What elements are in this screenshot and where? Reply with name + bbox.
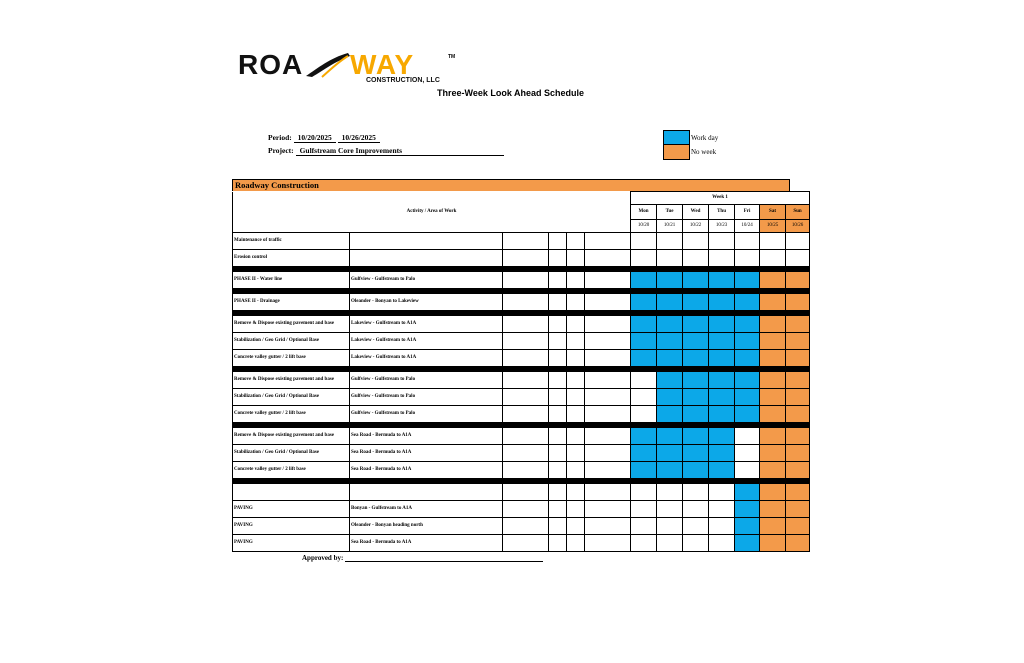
day-cell-sat	[760, 462, 786, 479]
day-cell-thu	[709, 250, 735, 267]
day-cell-tue	[657, 484, 683, 501]
day-header-sat: Sat	[760, 205, 786, 220]
day-cell-fri	[735, 294, 760, 311]
day-cell-fri	[735, 535, 760, 552]
day-cell-fri	[735, 389, 760, 406]
blank-cell	[585, 316, 631, 333]
day-cell-wed	[683, 272, 709, 289]
blank-cell	[503, 428, 549, 445]
day-cell-sun	[786, 250, 810, 267]
blank-cell	[585, 250, 631, 267]
activity-header: Activity / Area of Work	[233, 192, 631, 233]
period-label: Period:	[268, 133, 292, 142]
blank-cell	[503, 535, 549, 552]
area-cell: Oleander - Bonyan heading north	[350, 518, 503, 535]
day-cell-fri	[735, 518, 760, 535]
blank-cell	[567, 484, 585, 501]
day-cell-thu	[709, 406, 735, 423]
schedule-row	[233, 350, 810, 367]
day-cell-sat	[760, 233, 786, 250]
activity-cell: PHASE II - Water line	[233, 272, 350, 289]
day-cell-tue	[657, 233, 683, 250]
day-cell-tue	[657, 445, 683, 462]
date-header: 10/20	[631, 220, 657, 233]
blank-cell	[585, 501, 631, 518]
day-cell-sun	[786, 350, 810, 367]
blank-cell	[585, 294, 631, 311]
blank-cell	[585, 535, 631, 552]
day-cell-thu	[709, 518, 735, 535]
day-header-wed: Wed	[683, 205, 709, 220]
date-header: 10/26	[786, 220, 810, 233]
day-cell-tue	[657, 501, 683, 518]
day-cell-sat	[760, 445, 786, 462]
day-cell-fri	[735, 462, 760, 479]
blank-cell	[585, 389, 631, 406]
schedule-row	[233, 462, 810, 479]
blank-cell	[549, 233, 567, 250]
day-cell-tue	[657, 518, 683, 535]
day-cell-sat	[760, 535, 786, 552]
day-cell-fri	[735, 428, 760, 445]
blank-cell	[585, 333, 631, 350]
schedule-row	[233, 233, 810, 250]
day-cell-thu	[709, 389, 735, 406]
date-header: 10/22	[683, 220, 709, 233]
date-header: 10/21	[657, 220, 683, 233]
activity-cell: Concrete valley gutter / 2 lift base	[233, 406, 350, 423]
day-cell-sat	[760, 316, 786, 333]
area-cell	[350, 484, 503, 501]
blank-cell	[549, 272, 567, 289]
area-cell: Lakeview - Gulfstream to A1A	[350, 333, 503, 350]
activity-cell: PAVING	[233, 518, 350, 535]
blank-cell	[549, 389, 567, 406]
area-cell: Sea Road - Bermuda to A1A	[350, 428, 503, 445]
day-cell-sun	[786, 501, 810, 518]
day-header-sun: Sun	[786, 205, 810, 220]
day-cell-fri	[735, 233, 760, 250]
activity-cell: Remove & Dispose existing pavement and base	[233, 372, 350, 389]
area-cell: Lakeview - Gulfstream to A1A	[350, 316, 503, 333]
blank-cell	[503, 501, 549, 518]
day-cell-thu	[709, 501, 735, 518]
schedule-row	[233, 372, 810, 389]
blank-cell	[585, 445, 631, 462]
period-end: 10/26/2025	[338, 133, 380, 143]
day-cell-fri	[735, 250, 760, 267]
legend-noweek-label: No week	[691, 148, 717, 156]
project-label: Project:	[268, 146, 294, 155]
blank-cell	[585, 462, 631, 479]
day-cell-sun	[786, 445, 810, 462]
day-cell-fri	[735, 501, 760, 518]
day-cell-sun	[786, 272, 810, 289]
day-cell-wed	[683, 445, 709, 462]
day-cell-thu	[709, 462, 735, 479]
day-cell-sun	[786, 428, 810, 445]
day-cell-sat	[760, 484, 786, 501]
day-header-tue: Tue	[657, 205, 683, 220]
day-cell-mon	[631, 333, 657, 350]
blank-cell	[567, 294, 585, 311]
blank-cell	[503, 250, 549, 267]
day-cell-sun	[786, 316, 810, 333]
blank-cell	[549, 372, 567, 389]
activity-cell: Concrete valley gutter / 2 lift base	[233, 462, 350, 479]
blank-cell	[503, 484, 549, 501]
blank-cell	[585, 233, 631, 250]
day-cell-fri	[735, 406, 760, 423]
day-cell-mon	[631, 518, 657, 535]
day-cell-thu	[709, 535, 735, 552]
schedule-row	[233, 428, 810, 445]
day-cell-thu	[709, 233, 735, 250]
day-cell-thu	[709, 372, 735, 389]
blank-cell	[567, 428, 585, 445]
day-cell-wed	[683, 316, 709, 333]
blank-cell	[503, 445, 549, 462]
blank-cell	[503, 462, 549, 479]
day-cell-sat	[760, 272, 786, 289]
approved-label: Approved by:	[302, 554, 344, 562]
blank-cell	[567, 445, 585, 462]
activity-cell: PAVING	[233, 501, 350, 518]
day-header-thu: Thu	[709, 205, 735, 220]
day-cell-fri	[735, 316, 760, 333]
day-cell-wed	[683, 428, 709, 445]
day-cell-tue	[657, 272, 683, 289]
day-cell-mon	[631, 350, 657, 367]
legend-workday-label: Work day	[691, 134, 719, 142]
blank-cell	[567, 250, 585, 267]
activity-cell: Stabilization / Geo Grid / Optional Base	[233, 333, 350, 350]
blank-cell	[549, 316, 567, 333]
blank-cell	[503, 272, 549, 289]
day-cell-sun	[786, 233, 810, 250]
day-cell-thu	[709, 272, 735, 289]
day-cell-tue	[657, 294, 683, 311]
activity-cell: Remove & Dispose existing pavement and base	[233, 428, 350, 445]
signature-line[interactable]	[345, 561, 543, 562]
blank-cell	[585, 406, 631, 423]
day-cell-sat	[760, 372, 786, 389]
schedule-row	[233, 316, 810, 333]
day-cell-sat	[760, 428, 786, 445]
day-cell-sun	[786, 406, 810, 423]
svg-text:CONSTRUCTION, LLC: CONSTRUCTION, LLC	[366, 77, 440, 84]
day-cell-tue	[657, 428, 683, 445]
day-cell-thu	[709, 316, 735, 333]
project-line	[268, 146, 504, 156]
blank-cell	[567, 333, 585, 350]
day-cell-wed	[683, 518, 709, 535]
blank-cell	[503, 333, 549, 350]
day-cell-sun	[786, 518, 810, 535]
blank-cell	[503, 316, 549, 333]
project-name: Gulfstream Core Improvements	[296, 146, 504, 156]
day-cell-thu	[709, 333, 735, 350]
day-cell-mon	[631, 501, 657, 518]
day-cell-mon	[631, 428, 657, 445]
area-cell: Oleander - Bonyan to Lakeview	[350, 294, 503, 311]
blank-cell	[585, 518, 631, 535]
blank-cell	[503, 406, 549, 423]
blank-cell	[585, 372, 631, 389]
blank-cell	[567, 372, 585, 389]
day-cell-sat	[760, 389, 786, 406]
day-cell-mon	[631, 233, 657, 250]
legend-noweek-swatch	[663, 144, 690, 160]
day-cell-wed	[683, 535, 709, 552]
blank-cell	[567, 501, 585, 518]
blank-cell	[549, 535, 567, 552]
blank-cell	[549, 462, 567, 479]
blank-cell	[567, 535, 585, 552]
blank-cell	[549, 350, 567, 367]
blank-cell	[585, 272, 631, 289]
day-cell-mon	[631, 372, 657, 389]
day-cell-tue	[657, 316, 683, 333]
day-cell-fri	[735, 484, 760, 501]
day-cell-fri	[735, 272, 760, 289]
day-cell-sat	[760, 350, 786, 367]
area-cell	[350, 250, 503, 267]
schedule-row	[233, 518, 810, 535]
area-cell: Gulfview - Gulfstream to Palo	[350, 389, 503, 406]
area-cell	[350, 233, 503, 250]
blank-cell	[567, 316, 585, 333]
activity-cell: Maintenance of traffic	[233, 233, 350, 250]
activity-cell: Stabilization / Geo Grid / Optional Base	[233, 389, 350, 406]
blank-cell	[567, 518, 585, 535]
day-cell-sun	[786, 294, 810, 311]
day-cell-thu	[709, 428, 735, 445]
blank-cell	[549, 333, 567, 350]
schedule-row	[233, 333, 810, 350]
day-cell-mon	[631, 294, 657, 311]
activity-cell: Stabilization / Geo Grid / Optional Base	[233, 445, 350, 462]
blank-cell	[585, 350, 631, 367]
date-header: 10/24	[735, 220, 760, 233]
blank-cell	[503, 518, 549, 535]
day-cell-fri	[735, 445, 760, 462]
day-cell-fri	[735, 372, 760, 389]
area-cell: Bonyan - Gulfstream to A1A	[350, 501, 503, 518]
blank-cell	[549, 406, 567, 423]
day-cell-wed	[683, 501, 709, 518]
day-cell-thu	[709, 350, 735, 367]
day-cell-fri	[735, 350, 760, 367]
day-cell-fri	[735, 333, 760, 350]
svg-text:ROA: ROA	[238, 50, 304, 80]
day-cell-mon	[631, 389, 657, 406]
day-cell-sat	[760, 333, 786, 350]
day-cell-tue	[657, 389, 683, 406]
day-cell-sat	[760, 294, 786, 311]
activity-cell: Concrete valley gutter / 2 lift base	[233, 350, 350, 367]
schedule-row	[233, 406, 810, 423]
area-cell: Gulfview - Gulfstream to Palo	[350, 372, 503, 389]
day-cell-sat	[760, 250, 786, 267]
schedule-row	[233, 501, 810, 518]
day-cell-thu	[709, 445, 735, 462]
blank-cell	[549, 518, 567, 535]
area-cell: Sea Road - Bermuda to A1A	[350, 445, 503, 462]
day-cell-wed	[683, 350, 709, 367]
blank-cell	[503, 350, 549, 367]
blank-cell	[567, 350, 585, 367]
day-cell-sat	[760, 501, 786, 518]
blank-cell	[549, 428, 567, 445]
day-cell-sun	[786, 535, 810, 552]
roadway-logo	[238, 50, 498, 84]
day-cell-wed	[683, 389, 709, 406]
schedule-row	[233, 535, 810, 552]
day-cell-wed	[683, 406, 709, 423]
blank-cell	[585, 428, 631, 445]
blank-cell	[503, 372, 549, 389]
blank-cell	[567, 389, 585, 406]
company-header: Roadway Construction	[232, 179, 790, 191]
date-header: 10/25	[760, 220, 786, 233]
week-row	[233, 192, 810, 205]
day-cell-wed	[683, 372, 709, 389]
area-cell: Lakeview - Gulfstream to A1A	[350, 350, 503, 367]
day-cell-wed	[683, 294, 709, 311]
period-start: 10/20/2025	[294, 133, 336, 143]
day-cell-mon	[631, 406, 657, 423]
area-cell: Gulfview - Gulfstream to Palo	[350, 272, 503, 289]
day-cell-mon	[631, 445, 657, 462]
area-cell: Sea Road - Bermuda to A1A	[350, 462, 503, 479]
day-cell-tue	[657, 535, 683, 552]
day-cell-sat	[760, 406, 786, 423]
activity-cell: Remove & Dispose existing pavement and base	[233, 316, 350, 333]
blank-cell	[549, 250, 567, 267]
day-cell-sat	[760, 518, 786, 535]
svg-text:WAY: WAY	[350, 50, 415, 80]
approval-line	[302, 554, 543, 562]
day-header-mon: Mon	[631, 205, 657, 220]
activity-cell: PAVING	[233, 535, 350, 552]
day-cell-sun	[786, 372, 810, 389]
blank-cell	[567, 462, 585, 479]
blank-cell	[567, 272, 585, 289]
day-cell-mon	[631, 462, 657, 479]
blank-cell	[503, 233, 549, 250]
day-cell-wed	[683, 233, 709, 250]
schedule-row	[233, 272, 810, 289]
schedule-row	[233, 250, 810, 267]
blank-cell	[503, 294, 549, 311]
day-cell-wed	[683, 462, 709, 479]
date-header: 10/23	[709, 220, 735, 233]
blank-cell	[567, 406, 585, 423]
day-cell-tue	[657, 406, 683, 423]
activity-cell: PHASE II - Drainage	[233, 294, 350, 311]
day-cell-mon	[631, 316, 657, 333]
activity-cell	[233, 484, 350, 501]
schedule-row	[233, 484, 810, 501]
schedule-row	[233, 445, 810, 462]
day-cell-mon	[631, 484, 657, 501]
blank-cell	[549, 484, 567, 501]
day-cell-tue	[657, 350, 683, 367]
day-cell-tue	[657, 333, 683, 350]
blank-cell	[549, 501, 567, 518]
day-cell-thu	[709, 484, 735, 501]
area-cell: Sea Road - Bermuda to A1A	[350, 535, 503, 552]
activity-cell: Erosion control	[233, 250, 350, 267]
blank-cell	[549, 445, 567, 462]
blank-cell	[549, 294, 567, 311]
day-cell-sun	[786, 389, 810, 406]
svg-text:TM: TM	[448, 54, 456, 60]
day-cell-mon	[631, 535, 657, 552]
day-header-fri: Fri	[735, 205, 760, 220]
document-title: Three-Week Look Ahead Schedule	[437, 88, 585, 98]
day-cell-wed	[683, 250, 709, 267]
day-cell-sun	[786, 462, 810, 479]
area-cell: Gulfview - Gulfstream to Palo	[350, 406, 503, 423]
schedule-table	[232, 179, 804, 552]
period-line	[268, 133, 380, 143]
week-label: Week 1	[631, 192, 810, 205]
day-cell-tue	[657, 372, 683, 389]
day-cell-mon	[631, 272, 657, 289]
blank-cell	[585, 484, 631, 501]
day-cell-tue	[657, 462, 683, 479]
day-cell-mon	[631, 250, 657, 267]
day-cell-sun	[786, 484, 810, 501]
schedule-row	[233, 294, 810, 311]
blank-cell	[503, 389, 549, 406]
day-cell-wed	[683, 333, 709, 350]
day-cell-sun	[786, 333, 810, 350]
day-cell-wed	[683, 484, 709, 501]
day-cell-tue	[657, 250, 683, 267]
schedule-row	[233, 389, 810, 406]
day-cell-thu	[709, 294, 735, 311]
blank-cell	[567, 233, 585, 250]
